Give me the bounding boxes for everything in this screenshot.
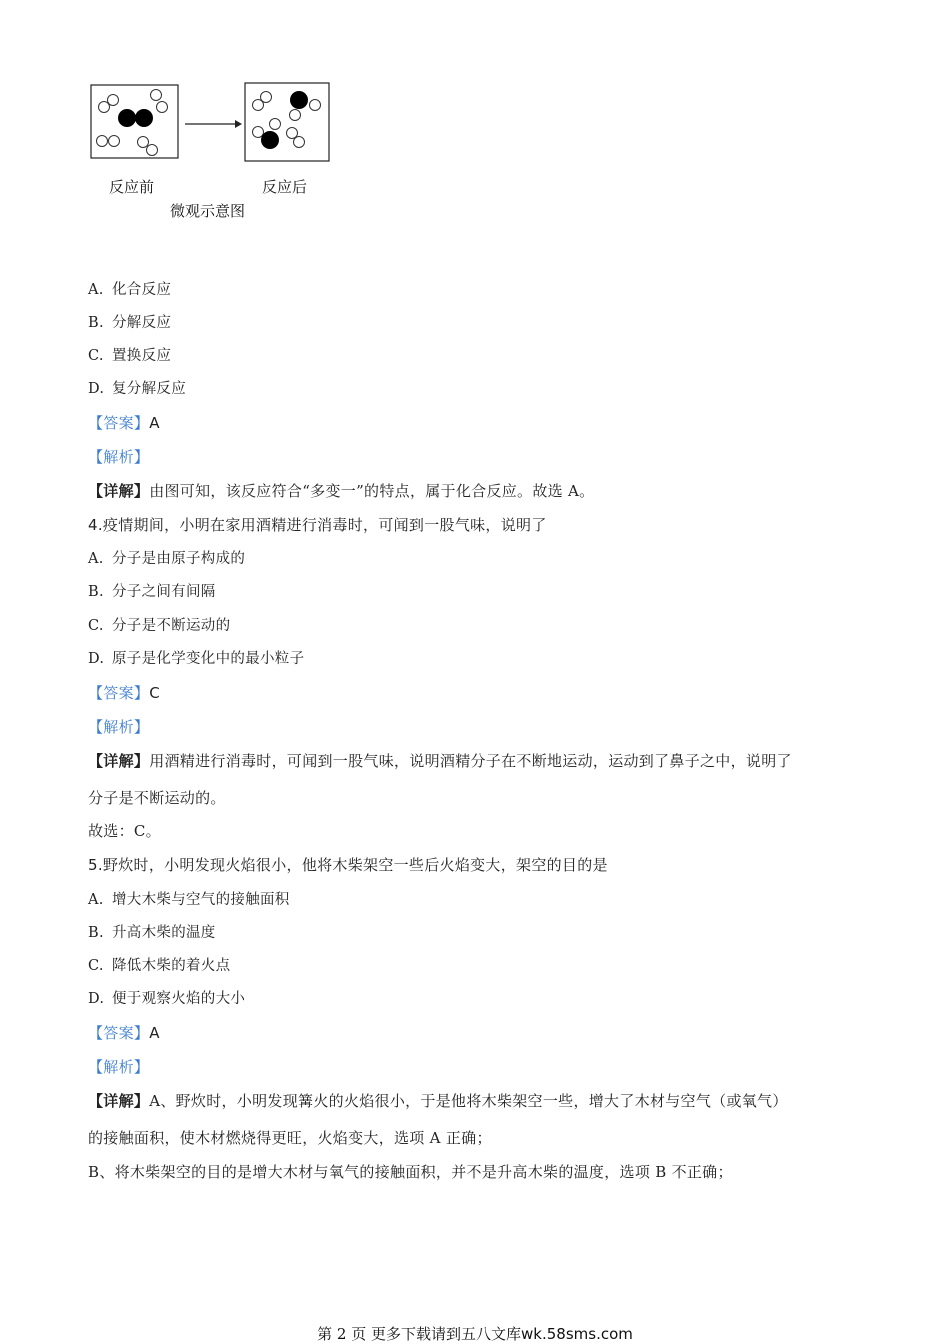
q4-stem: 4.疫情期间，小明在家用酒精进行消毒时，可闻到一股气味，说明了	[88, 516, 547, 534]
q3-analysis-tag: 【解析】	[88, 448, 150, 466]
q4-conclusion: 故选：C。	[88, 822, 161, 840]
q3-answer: 【答案】A	[88, 414, 160, 432]
q4-detail-line1: 【详解】用酒精进行消毒时，可闻到一股气味，说明酒精分子在不断地运动，运动到了鼻子之中，说明了	[88, 752, 792, 770]
q5-analysis-tag: 【解析】	[88, 1058, 150, 1076]
q4-analysis-tag: 【解析】	[88, 718, 150, 736]
q4-option-b: B. 分子之间有间隔	[88, 584, 216, 600]
q3-detail: 【详解】由图可知，该反应符合“多变一”的特点，属于化合反应。故选 A。	[88, 482, 595, 500]
q4-answer: 【答案】C	[88, 684, 160, 702]
micro-diagram	[85, 75, 345, 185]
q3-option-b: B. 分解反应	[88, 315, 172, 331]
page-number: 第 2 页	[317, 1325, 367, 1343]
q5-detail-line2: 的接触面积，使木材燃烧得更旺，火焰变大，选项 A 正确；	[88, 1129, 492, 1147]
page-footer	[0, 1323, 950, 1344]
footer-site: wk.58sms.com	[521, 1325, 633, 1343]
q5-option-b: B. 升高木柴的温度	[88, 925, 216, 941]
before-label: 反应前	[109, 178, 155, 196]
q3-option-c: C. 置换反应	[88, 348, 172, 364]
diagram-caption: 微观示意图	[170, 202, 246, 220]
q5-answer: 【答案】A	[88, 1024, 160, 1042]
q4-detail-line2: 分子是不断运动的。	[88, 789, 226, 807]
q3-option-a: A. 化合反应	[88, 282, 172, 298]
q5-stem: 5.野炊时，小明发现火焰很小，他将木柴架空一些后火焰变大，架空的目的是	[88, 856, 608, 874]
q4-option-d: D. 原子是化学变化中的最小粒子	[88, 651, 305, 667]
before-box	[91, 85, 178, 158]
q4-option-c: C. 分子是不断运动的	[88, 618, 231, 634]
q5-option-d: D. 便于观察火焰的大小	[88, 991, 246, 1007]
reaction-arrow	[185, 120, 242, 128]
footer-text: 更多下载请到五八文库	[371, 1325, 522, 1343]
q5-detail-line3: B、将木柴架空的目的是增大木材与氧气的接触面积，并不是升高木柴的温度，选项 B 不正确；	[88, 1163, 733, 1181]
q3-option-d: D. 复分解反应	[88, 381, 186, 397]
q5-option-c: C. 降低木柴的着火点	[88, 958, 231, 974]
after-label: 反应后	[262, 178, 308, 196]
q5-option-a: A. 增大木柴与空气的接触面积	[88, 892, 290, 908]
after-box	[245, 83, 329, 161]
q4-option-a: A. 分子是由原子构成的	[88, 551, 246, 567]
q5-detail-line1: 【详解】A、野炊时，小明发现篝火的火焰很小，于是他将木柴架空一些，增大了木材与空气（或氧气）	[88, 1092, 788, 1110]
